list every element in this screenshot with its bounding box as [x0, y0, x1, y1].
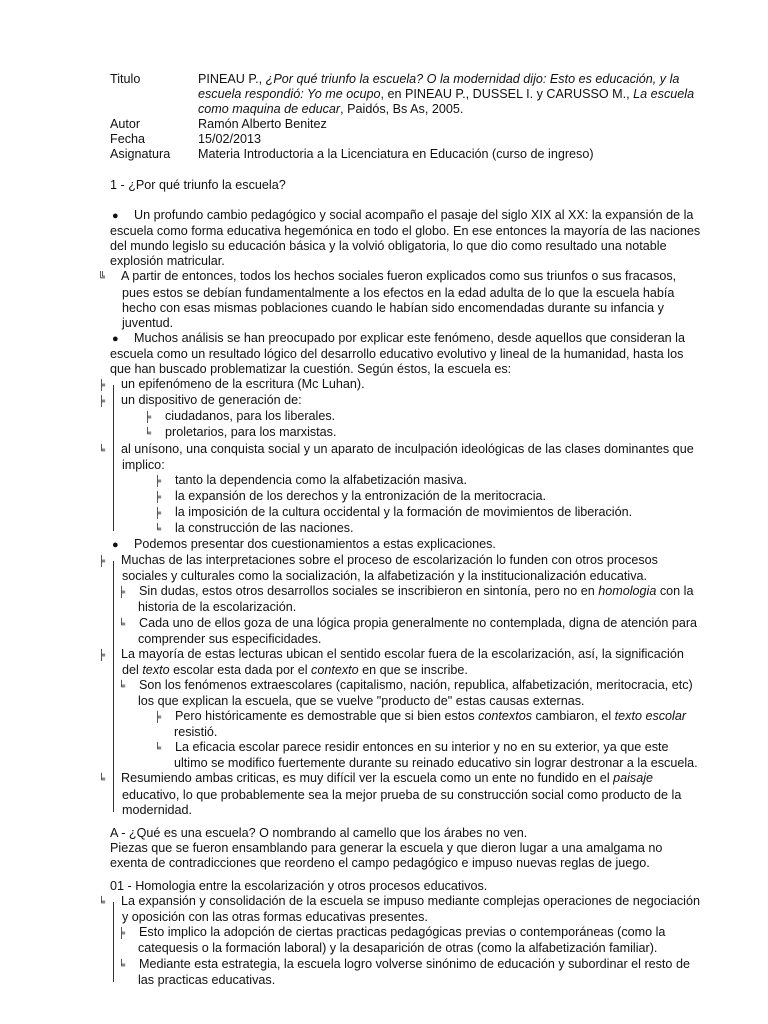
tree-branch-icon: ╘ [154, 523, 162, 535]
bullet-icon: ● [112, 539, 119, 552]
document-body [98, 178, 702, 988]
section-1-heading: 1 - ¿Por qué triunfo la escuela? [110, 178, 286, 192]
tree-subitem: ╘ Son los fenómenos extraescolares (capitalismo, nación, republica, alfabetización, meritocracia, etc) los que explican la escuela, que se vuelve "producto de" estas causas externas. [118, 677, 693, 708]
tree-branch-icon: ╞ [154, 475, 162, 487]
tree-item: ╞ un dispositivo de generación de: [110, 393, 702, 409]
tree-item: ╘ La expansión y consolidación de la escuela se impuso mediante complejas operaciones de negociación y oposición con las otras formas educativas presentes. [98, 894, 700, 925]
tree-branch-icon: ╘ [98, 774, 106, 786]
tree-branch-icon: ╚ [98, 272, 106, 284]
tree-subitem: ╞ Pero históricamente es demostrable que si bien estos contextos cambiaron, el texto escolar resistió. [154, 709, 687, 740]
bullet-icon: ● [112, 332, 119, 345]
bullet-2-tree [98, 377, 702, 537]
tree-branch-icon: ╘ [98, 444, 106, 456]
tree-branch-icon: ╞ [98, 380, 106, 392]
tree-item: ╘ Resumiendo ambas criticas, es muy difícil ver la escuela como un ente no fundido en el paisaje educativo, lo que probablemente sea la mejor prueba de su construcción social como producto de la modernidad. [98, 771, 682, 817]
tree-branch-icon: ╘ [118, 680, 126, 692]
tree-item: ╘ al unísono, una conquista social y un aparato de inculpación ideológicas de las clases dominantes que implico: [98, 441, 694, 472]
tree-branch-icon: ╘ [98, 897, 106, 909]
tree-branch-icon: ╘ [144, 428, 152, 440]
label-fecha: Fecha [110, 132, 146, 146]
meta-row-titulo [110, 72, 710, 117]
tree-subitem: ╘ proletarios, para los marxistas. [110, 425, 702, 441]
tree-subitem: ╞ Esto implico la adopción de ciertas practicas pedagógicas previas o contemporáneas (como la catequesis o la formación laboral) y la desaparición de otras (como la alfabetización familiar). [118, 925, 666, 956]
tree-subitem: ╞ tanto la dependencia como la alfabetización masiva. [110, 473, 702, 489]
section-01-heading: 01 - Homologia entre la escolarización y otros procesos educativos. [110, 879, 488, 894]
tree-branch-icon: ╞ [154, 507, 162, 519]
tree-subitem: ╞ ciudadanos, para los liberales. [110, 409, 702, 425]
tree-subitem: ╞ la expansión de los derechos y la entronización de la meritocracia. [110, 489, 702, 505]
tree-branch-icon: ╞ [118, 587, 126, 599]
tree-subitem: ╘ Mediante esta estrategia, la escuela logro volverse sinónimo de educación y subordinar el resto de las practicas educativas. [118, 956, 690, 987]
value-autor: Ramón Alberto Benitez [198, 117, 327, 131]
value-fecha: 15/02/2013 [198, 132, 262, 146]
tree-item: ╞ un epifenómeno de la escritura (Mc Luhan). [110, 377, 702, 393]
value-asignatura: Materia Introductoria a la Licenciatura en Educación (curso de ingreso) [198, 147, 594, 161]
titulo-chapter: ¿Por qué triunfo la escuela? O la modernidad dijo: Esto es educación, y la escuela respondió: Yo me ocupo [198, 72, 680, 101]
titulo-author: PINEAU P., [198, 72, 266, 86]
tree-branch-icon: ╘ [154, 743, 162, 755]
bullet-1-sub: ╚ A partir de entonces, todos los hechos sociales fueron explicados como sus triunfos o sus fracasos, pues estos se debían fundamentalmente a los efectos en la edad adulta de lo que la escuela había hecho con esas mismas poblaciones cuando le habían sido encomendadas durante su infancia y juventud. [98, 269, 677, 330]
bullet-2: ● Muchos análisis se han preocupado por explicar este fenómeno, desde aquellos que consideran la escuela como un resultado lógico del desarrollo educativo evolutivo y lineal de la humanidad, hasta los que han buscado problematizar la cuestión. Según éstos, la escuela es: [110, 330, 685, 377]
tree-subitem: ╘ Cada uno de ellos goza de una lógica propia generalmente no contemplada, digna de atención para comprender sus especificidades. [118, 615, 698, 646]
meta-row-fecha [110, 132, 710, 147]
tree-subitem: ╞ Sin dudas, estos otros desarrollos sociales se inscribieron en sintonía, pero no en homologia con la historia de la escolarización. [118, 584, 694, 615]
label-asignatura: Asignatura [110, 147, 171, 161]
tree-branch-icon: ╞ [154, 491, 162, 503]
section-a-text: Piezas que se fueron ensamblando para generar la escuela y que dieron lugar a una amalgama no exenta de contradicciones que reordeno el campo pedagógico e impuso nuevas reglas de juego. [110, 840, 663, 870]
bullet-3: ● Podemos presentar dos cuestionamientos a estas explicaciones. [110, 537, 702, 553]
tree-subitem: ╘ la construcción de las naciones. [110, 521, 702, 537]
tree-branch-icon: ╞ [154, 712, 162, 724]
tree-branch-icon: ╘ [118, 618, 126, 630]
tree-branch-icon: ╞ [144, 412, 152, 424]
tree-branch-icon: ╞ [98, 649, 106, 661]
tree-branch-icon: ╘ [118, 959, 126, 971]
tree-item: ╞ Muchas de las interpretaciones sobre el proceso de escolarización lo funden con otros procesos sociales y culturales como la socialización, la alfabetización y la institucionalización educativa. [98, 553, 658, 584]
titulo-editors: , en PINEAU P., DUSSEL I. y CARUSSO M., [380, 87, 634, 101]
tree-branch-icon: ╞ [98, 556, 106, 568]
bullet-1: ● Un profundo cambio pedagógico y social acompaño el pasaje del siglo XIX al XX: la expansión de la escuela como forma educativa hegemónica en todo el globo. En ese entonces la mayoría de las naciones del mundo legislo su educación básica y la volvió obligatoria, lo que dio como resultado una notable explosión matricular. [110, 208, 701, 269]
tree-subitem: ╘ La eficacia escolar parece residir entonces en su interior y no en su exterior, ya que este ultimo se modifico fuertemente durante su reinado educativo sin lograr destronar a la escuela. [154, 740, 698, 771]
label-autor: Autor [110, 117, 141, 131]
meta-row-asignatura [110, 147, 710, 162]
value-titulo [198, 72, 710, 117]
bullet-icon: ● [112, 210, 119, 223]
tree-item: ╞ La mayoría de estas lecturas ubican el sentido escolar fuera de la escolarización, así, la significación del texto escolar esta dada por el contexto en que se inscribe. [98, 646, 684, 677]
bullet-3-tree [98, 553, 702, 818]
tree-branch-icon: ╞ [98, 396, 106, 408]
titulo-publisher: , Paidós, Bs As, 2005. [340, 102, 464, 116]
section-01-tree [98, 894, 702, 988]
meta-row-autor [110, 117, 710, 132]
tree-branch-icon: ╞ [118, 928, 126, 940]
titulo-book: La escuela como maquina de educar [198, 87, 695, 116]
metadata-block [110, 72, 710, 162]
tree-subitem: ╞ la imposición de la cultura occidental y la formación de movimientos de liberación. [110, 505, 702, 521]
section-a-heading: A - ¿Qué es una escuela? O nombrando al camello que los árabes no ven. [110, 825, 528, 840]
label-titulo: Titulo [110, 72, 141, 86]
